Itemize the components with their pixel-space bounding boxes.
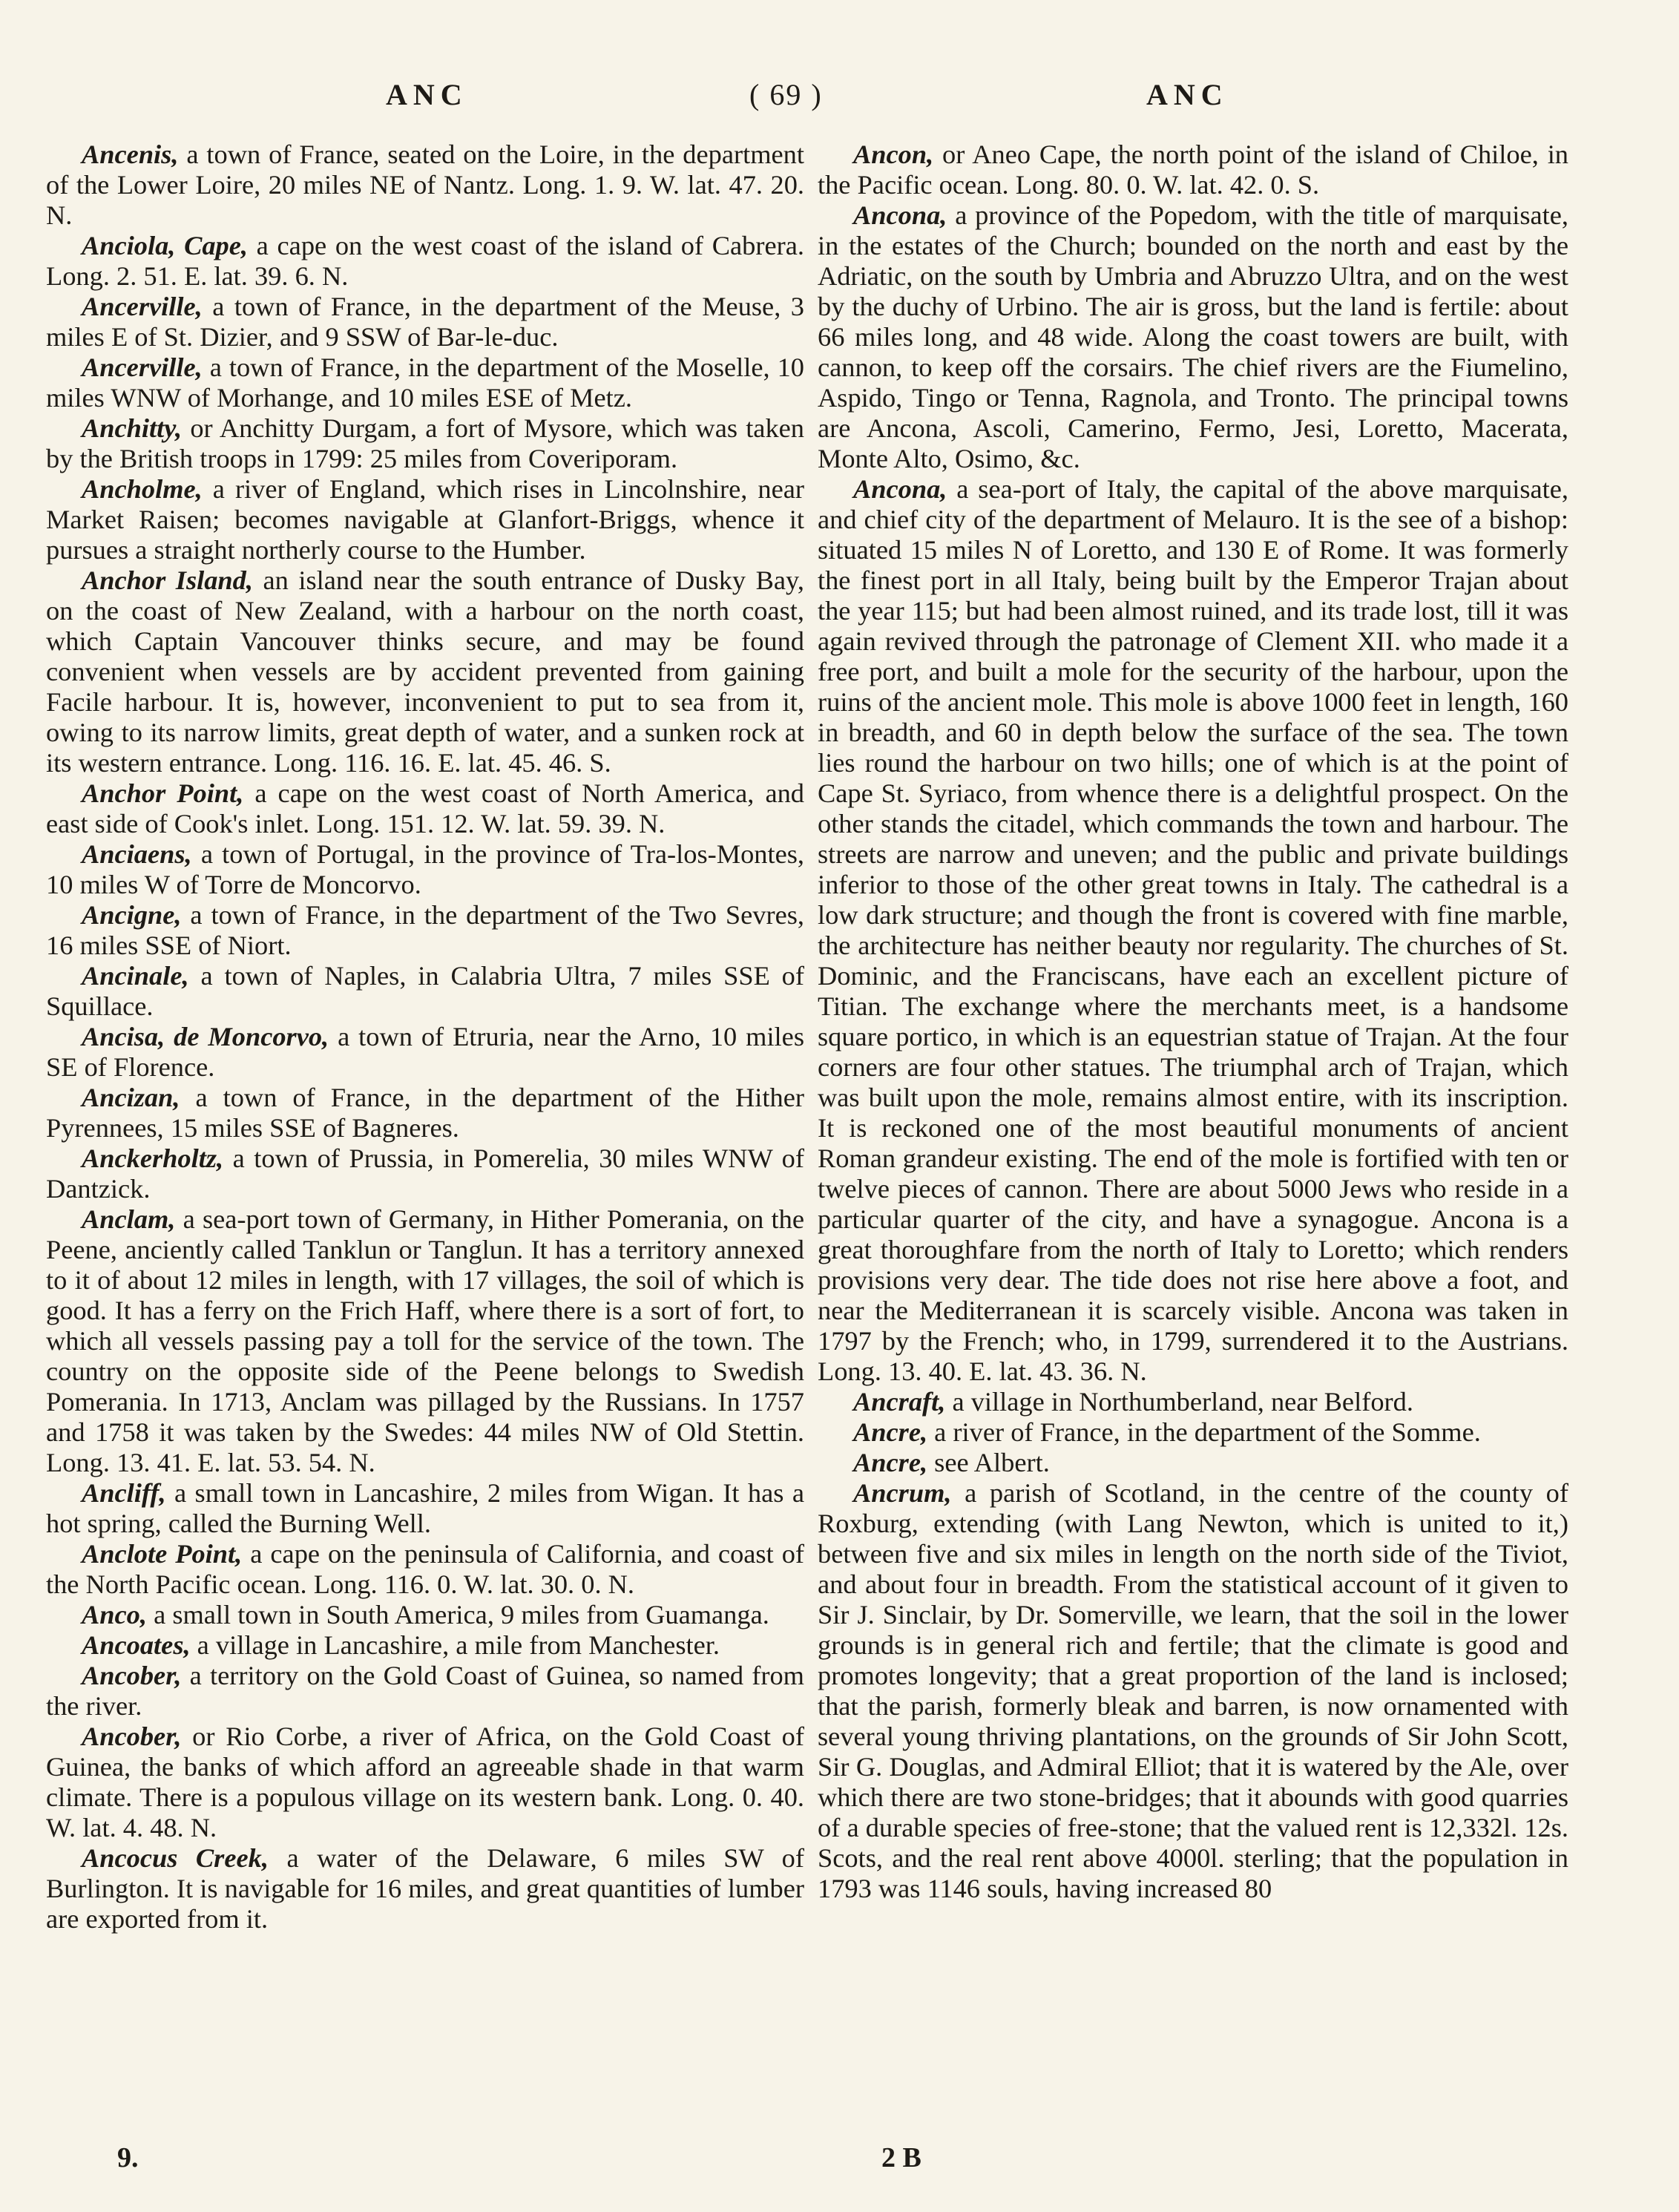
entry-text: a river of France, in the department of the Somme. — [927, 1417, 1481, 1447]
entry-text: or Aneo Cape, the north point of the island of Chiloe, in the Pacific ocean. Long. 80. 0. W. lat. 42. 0. S. — [818, 140, 1568, 200]
entry-headword: Anciola, Cape, — [82, 231, 248, 260]
gazetteer-entry — [46, 474, 804, 565]
entry-headword: Ancoates, — [82, 1630, 191, 1660]
gazetteer-entry — [46, 1204, 804, 1478]
entry-text: a small town in South America, 9 miles from Guamanga. — [146, 1600, 769, 1630]
gazetteer-entry — [46, 1630, 804, 1661]
gazetteer-entry — [46, 1843, 804, 1934]
entry-headword: Anchor Island, — [82, 565, 253, 595]
gazetteer-entry — [46, 1661, 804, 1722]
gazetteer-entry — [818, 1448, 1568, 1478]
entry-text: a town of Etruria, near the Arno, 10 miles SE of Florence. — [46, 1022, 804, 1082]
gazetteer-entry — [46, 1143, 804, 1204]
entry-text: a cape on the peninsula of California, and coast of the North Pacific ocean. Long. 116. 0. W. lat. 30. 0. N. — [46, 1539, 805, 1599]
gazetteer-entry — [46, 1539, 804, 1600]
gazetteer-entry — [46, 231, 804, 292]
right-column — [818, 140, 1568, 1904]
entry-headword: Ancigne, — [82, 900, 182, 930]
entry-text: or Rio Corbe, a river of Africa, on the Gold Coast of Guinea, the banks of which afford an agreeable shade in that warm climate. There is a populous village on its western bank. Long. 0. 40. W. lat. 4. 48. N. — [46, 1722, 804, 1842]
entry-headword: Ancon, — [853, 140, 934, 169]
entry-headword: Anchitty, — [82, 413, 183, 443]
entry-text: a town of France, in the department of the Moselle, 10 miles WNW of Morhange, and 10 miles ESE of Metz. — [46, 352, 804, 413]
entry-headword: Ancholme, — [82, 474, 203, 504]
entry-headword: Ancinale, — [82, 961, 189, 991]
gazetteer-entry — [46, 292, 804, 352]
entry-text: a territory on the Gold Coast of Guinea, so named from the river. — [46, 1661, 804, 1721]
entry-text: a province of the Popedom, with the title of marquisate, in the estates of the Church; bounded on the north and east by the Adriatic, on the south by Umbria and Abruzzo Ultra, and on the west by the duchy of Urbino. The air is gross, but the land is fertile: about 66 miles long, and 48 wide. Along the coast towers are built, with cannon, to keep off the corsairs. The chief rivers are the Fiumelino, Aspido, Tingo or Tenna, Ragnola, and Tronto. The principal towns are Ancona, Ascoli, Camerino, Fermo, Jesi, Loretto, Macerata, Monte Alto, Osimo, &c. — [818, 200, 1568, 473]
entry-headword: Ancliff, — [82, 1478, 166, 1508]
entry-text: an island near the south entrance of Dusky Bay, on the coast of New Zealand, with a harbour on the north coast, which Captain Vancouver thinks secure, and may be found convenient when vessels are by accident prevented from gaining Facile harbour. It is, however, inconvenient to put to sea from it, owing to its narrow limits, great depth of water, and a sunken rock at its western entrance. Long. 116. 16. E. lat. 45. 46. S. — [46, 565, 804, 778]
gazetteer-entry — [818, 140, 1568, 200]
gazetteer-entry — [46, 565, 804, 778]
entry-headword: Ancona, — [853, 200, 947, 230]
entry-headword: Anckerholtz, — [82, 1143, 224, 1173]
entry-headword: Ancober, — [82, 1661, 182, 1690]
left-column — [46, 140, 804, 1934]
entry-headword: Ancocus Creek, — [82, 1843, 269, 1873]
gazetteer-entry — [46, 1083, 804, 1143]
entry-headword: Ancona, — [853, 474, 947, 504]
gazetteer-entry — [46, 413, 804, 474]
entry-text: a village in Northumberland, near Belford. — [945, 1387, 1413, 1417]
gazetteer-entry — [46, 1022, 804, 1083]
gazetteer-entry — [46, 961, 804, 1022]
entry-text: a sea-port of Italy, the capital of the above marquisate, and chief city of the department of Melauro. It is the see of a bishop: situated 15 miles N of Loretto, and 130 E of Rome. It was formerly the finest port in all Italy, being built by the Emperor Trajan about the year 115; but had been almost ruined, and its trade lost, till it was again revived through the patronage of Clement XII. who made it a free port, and built a mole for the security of the harbour, upon the ruins of the ancient mole. This mole is above 1000 feet in length, 160 in breadth, and 60 in depth below the surface of the sea. The town lies round the harbour on two hills; one of which is at the point of Cape St. Syriaco, from whence there is a delightful prospect. On the other stands the citadel, which commands the town and harbour. The streets are narrow and uneven; and the public and private buildings inferior to those of the other great towns in Italy. The cathedral is a low dark structure; and though the front is covered with fine marble, the architecture has neither beauty nor regularity. The churches of St. Dominic, and the Franciscans, have each an excellent picture of Titian. The exchange where the merchants meet, is a handsome square portico, in which is an equestrian statue of Trajan. At the four corners are four other statues. The triumphal arch of Trajan, which was built upon the mole, remains almost entire, with its inscription. It is reckoned one of the most beautiful monuments of ancient Roman grandeur existing. The end of the mole is fortified with ten or twelve pieces of cannon. There are about 5000 Jews who reside in a particular quarter of the city, and have a synagogue. Ancona is a great thoroughfare from the north of Italy to Loretto; which renders provisions very dear. The tide does not rise here above a foot, and near the Mediterranean it is scarcely visible. Ancona was taken in 1797 by the French; who, in 1799, surrendered it to the Austrians. Long. 13. 40. E. lat. 43. 36. N. — [818, 474, 1568, 1386]
entry-text: a parish of Scotland, in the centre of the county of Roxburg, extending (with Lang Newton, which is united to it,) between five and six miles in length on the north side of the Tiviot, and about four in breadth. From the statistical account of it given to Sir J. Sinclair, by Dr. Somerville, we learn, that the soil in the lower grounds is in general rich and fertile; that the climate is good and promotes longevity; that a great proportion of the land is inclosed; that the parish, formerly bleak and barren, is now ornamented with several young thriving plantations, on the grounds of Sir John Scott, Sir G. Douglas, and Admiral Elliot; that it is watered by the Ale, over which there are two stone-bridges; that it abounds with good quarries of a durable species of free-stone; that the valued rent is 12,332l. 12s. Scots, and the real rent above 4000l. sterling; that the population in 1793 was 1146 souls, having increased 80 — [818, 1478, 1568, 1903]
entry-headword: Ancober, — [82, 1722, 182, 1751]
entry-text: a village in Lancashire, a mile from Manchester. — [190, 1630, 720, 1660]
entry-headword: Ancizan, — [82, 1083, 180, 1112]
running-head-left: ANC — [386, 78, 468, 111]
entry-headword: Ancre, — [853, 1448, 928, 1477]
gazetteer-entry — [46, 839, 804, 900]
entry-headword: Anchor Point, — [82, 778, 244, 808]
page-number: ( 69 ) — [749, 78, 823, 111]
signature-mark: 2 B — [881, 2142, 921, 2173]
entry-text: a town of France, in the department of the Meuse, 3 miles E of St. Dizier, and 9 SSW of Bar-le-duc. — [46, 292, 804, 352]
entry-text: a town of Prussia, in Pomerelia, 30 miles WNW of Dantzick. — [46, 1143, 804, 1204]
entry-headword: Ancerville, — [82, 352, 203, 382]
entry-text: a cape on the west coast of North America, and east side of Cook's inlet. Long. 151. 12. W. lat. 59. 39. N. — [46, 778, 804, 838]
entry-text: a town of Naples, in Calabria Ultra, 7 miles SSE of Squillace. — [46, 961, 804, 1021]
entry-text: or Anchitty Durgam, a fort of Mysore, which was taken by the British troops in 1799: 25 miles from Coveriporam. — [46, 413, 804, 473]
entry-headword: Ancisa, de Moncorvo, — [82, 1022, 329, 1051]
entry-text: a water of the Delaware, 6 miles SW of Burlington. It is navigable for 16 miles, and great quantities of lumber are exported from it. — [46, 1843, 804, 1934]
entry-headword: Ancrum, — [853, 1478, 952, 1508]
running-head-right: ANC — [1146, 78, 1229, 111]
gazetteer-entry — [46, 140, 804, 231]
entry-headword: Ancre, — [853, 1417, 928, 1447]
gazetteer-entry — [46, 1478, 804, 1539]
entry-text: a sea-port town of Germany, in Hither Pomerania, on the Peene, anciently called Tanklun or Tanglun. It has a territory annexed to it of about 12 miles in length, with 17 villages, the soil of which is good. It has a ferry on the Frich Haff, where there is a sort of fort, to which all vessels passing pay a toll for the service of the town. The country on the opposite side of the Peene belongs to Swedish Pomerania. In 1713, Anclam was pillaged by the Russians. In 1757 and 1758 it was taken by the Swedes: 44 miles NW of Old Stettin. Long. 13. 41. E. lat. 53. 54. N. — [46, 1204, 804, 1477]
entry-headword: Ancerville, — [82, 292, 203, 321]
entry-text: a town of France, seated on the Loire, in the department of the Lower Loire, 20 miles NE of Nantz. Long. 1. 9. W. lat. 47. 20. N. — [46, 140, 804, 230]
gazetteer-entry — [818, 474, 1568, 1387]
gazetteer-entry — [46, 1722, 804, 1843]
entry-text: a town of Portugal, in the province of Tra-los-Montes, 10 miles W of Torre de Moncorvo. — [46, 839, 804, 899]
entry-text: a town of France, in the department of the Two Sevres, 16 miles SSE of Niort. — [46, 900, 804, 960]
entry-text: a cape on the west coast of the island of Cabrera. Long. 2. 51. E. lat. 39. 6. N. — [46, 231, 804, 291]
gazetteer-entry — [46, 1600, 804, 1630]
gazetteer-entry — [818, 1417, 1568, 1448]
gazetteer-entry — [818, 1478, 1568, 1904]
signature-number: 9. — [117, 2142, 139, 2173]
entry-text: see Albert. — [927, 1448, 1050, 1477]
gazetteer-entry — [46, 352, 804, 413]
gazetteer-entry — [818, 1387, 1568, 1417]
entry-headword: Ancraft, — [853, 1387, 946, 1417]
entry-headword: Anclam, — [82, 1204, 176, 1234]
gazetteer-entry — [46, 900, 804, 961]
gazetteer-entry — [46, 778, 804, 839]
entry-text: a small town in Lancashire, 2 miles from Wigan. It has a hot spring, called the Burning Well. — [46, 1478, 804, 1538]
entry-text: a river of England, which rises in Lincolnshire, near Market Raisen; becomes navigable at Glanfort-Briggs, whence it pursues a straight northerly course to the Humber. — [46, 474, 804, 565]
entry-text: a town of France, in the department of the Hither Pyrennees, 15 miles SSE of Bagneres. — [46, 1083, 804, 1143]
entry-headword: Ancenis, — [82, 140, 179, 169]
entry-headword: Anco, — [82, 1600, 147, 1630]
entry-headword: Anclote Point, — [82, 1539, 243, 1569]
entry-headword: Anciaens, — [82, 839, 192, 869]
gazetteer-entry — [818, 200, 1568, 474]
